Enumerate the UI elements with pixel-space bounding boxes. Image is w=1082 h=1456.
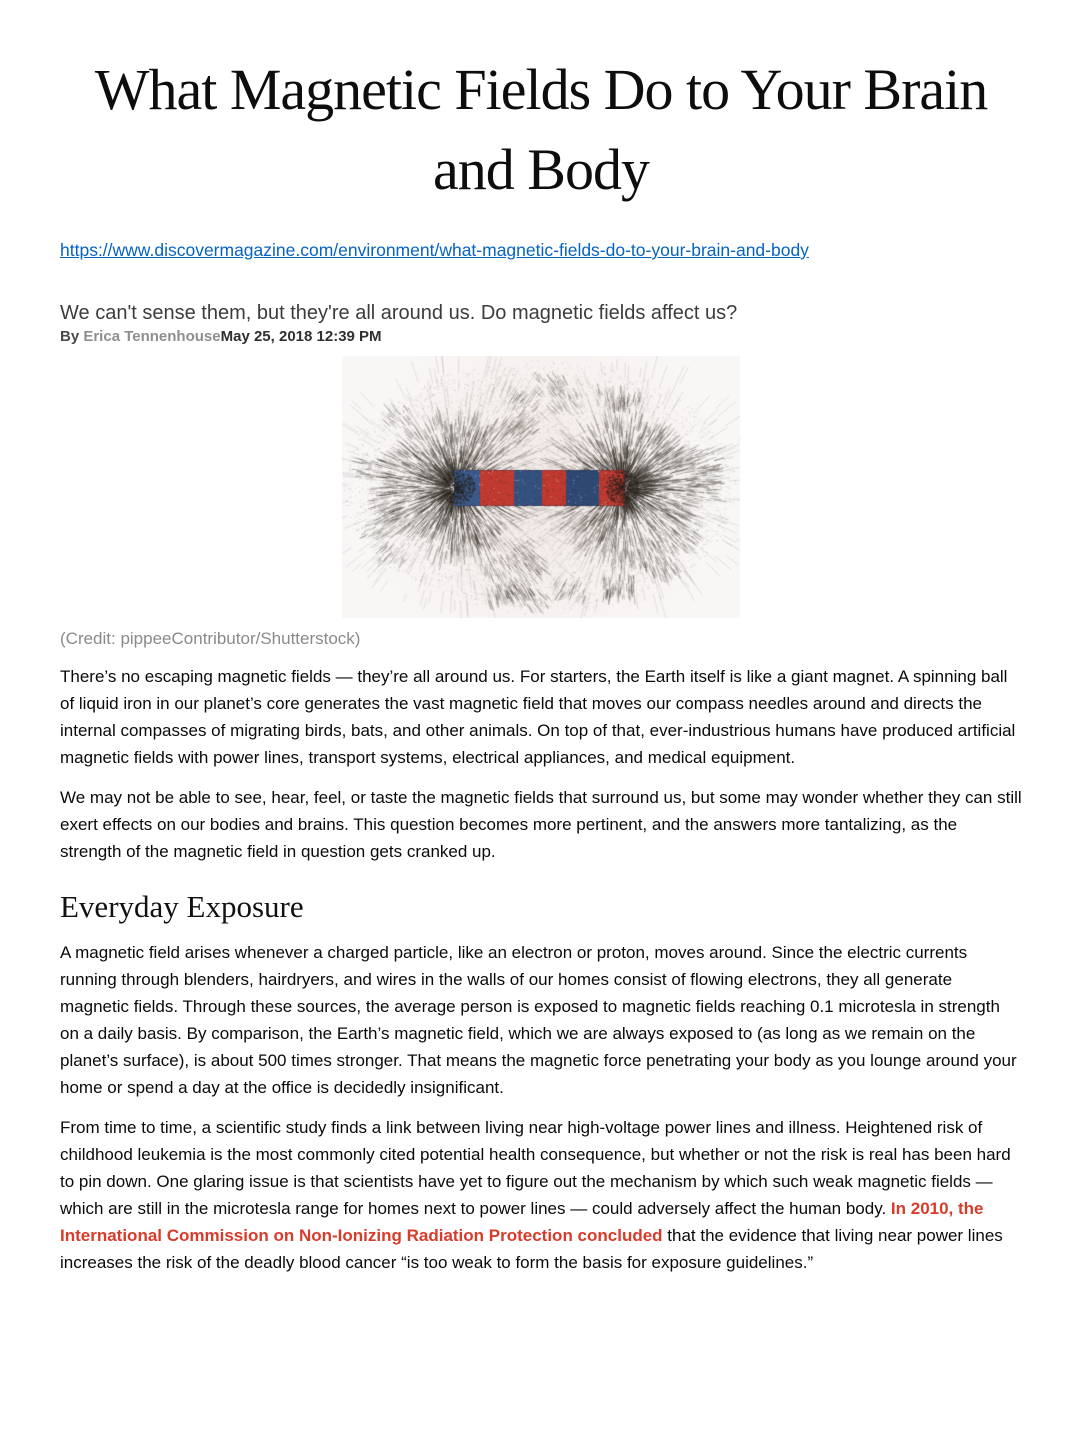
page-title: What Magnetic Fields Do to Your Brain and Body [94, 57, 988, 203]
author-name: Erica Tennenhouse [83, 328, 221, 346]
final-paragraph [60, 1114, 1022, 1276]
article-page [0, 50, 1082, 1276]
final-paragraph-text-after: that the evidence that living near power lines increases the risk of the deadly blood cancer “is too weak to form the basis for exposure guidelines.” [60, 1226, 1003, 1273]
byline-prefix: By [60, 328, 84, 346]
final-paragraph-text-before: From time to time, a scientific study finds a link between living near high-voltage power lines and illness. Heightened risk of childhood leukemia is the most commonly cited potential health consequence, but whether or not the risk is real has been hard to pin down. One glaring issue is that scientists have yet to figure out the mechanism by which such weak magnetic fields — which are still in the microtesla range for homes next to power lines — could adversely affect the human body. [60, 1118, 1011, 1219]
article-dek: We can't sense them, but they're all around us. Do magnetic fields affect us? [60, 302, 738, 325]
section-heading: Everyday Exposure [60, 889, 304, 925]
icnirp-conclusion-link[interactable]: In 2010, the International Commission on Non-Ionizing Radiation Protection concluded [60, 1199, 984, 1246]
publish-date: May 25, 2018 12:39 PM [220, 328, 382, 346]
image-credit: (Credit: pippeeContributor/Shutterstock) [60, 629, 361, 649]
magnet-iron-filings-image [342, 356, 740, 618]
paragraph: There’s no escaping magnetic fields — they’re all around us. For starters, the Earth itself is like a giant magnet. A spinning ball of liquid iron in our planet’s core generates the vast magnetic field that moves our compass needles around and directs the internal compasses of migrating birds, bats, and other animals. On top of that, ever-industrious humans have produced artificial magnetic fields with power lines, transport systems, electrical appliances, and medical equipment. [60, 667, 1016, 768]
article-figure [60, 356, 1022, 623]
byline [60, 328, 1022, 345]
source-url-link[interactable]: https://www.discovermagazine.com/environment/what-magnetic-fields-do-to-your-brain-and-body [60, 240, 809, 261]
paragraph: We may not be able to see, hear, feel, or taste the magnetic fields that surround us, but some may wonder whether they can still exert effects on our bodies and brains. This question becomes more pertinent, and the answers more tantalizing, as the strength of the magnetic field in question gets cranked up. [60, 788, 1022, 862]
paragraph: A magnetic field arises whenever a charged particle, like an electron or proton, moves around. Since the electric currents running through blenders, hairdryers, and wires in the walls of our homes consist of flowing electrons, they all generate magnetic fields. Through these sources, the average person is exposed to magnetic fields reaching 0.1 microtesla in strength on a daily basis. By comparison, the Earth’s magnetic field, which we are always exposed to (as long as we remain on the planet’s surface), is about 500 times stronger. That means the magnetic force penetrating your body as you lounge around your home or spend a day at the office is decidedly insignificant. [60, 943, 1017, 1098]
